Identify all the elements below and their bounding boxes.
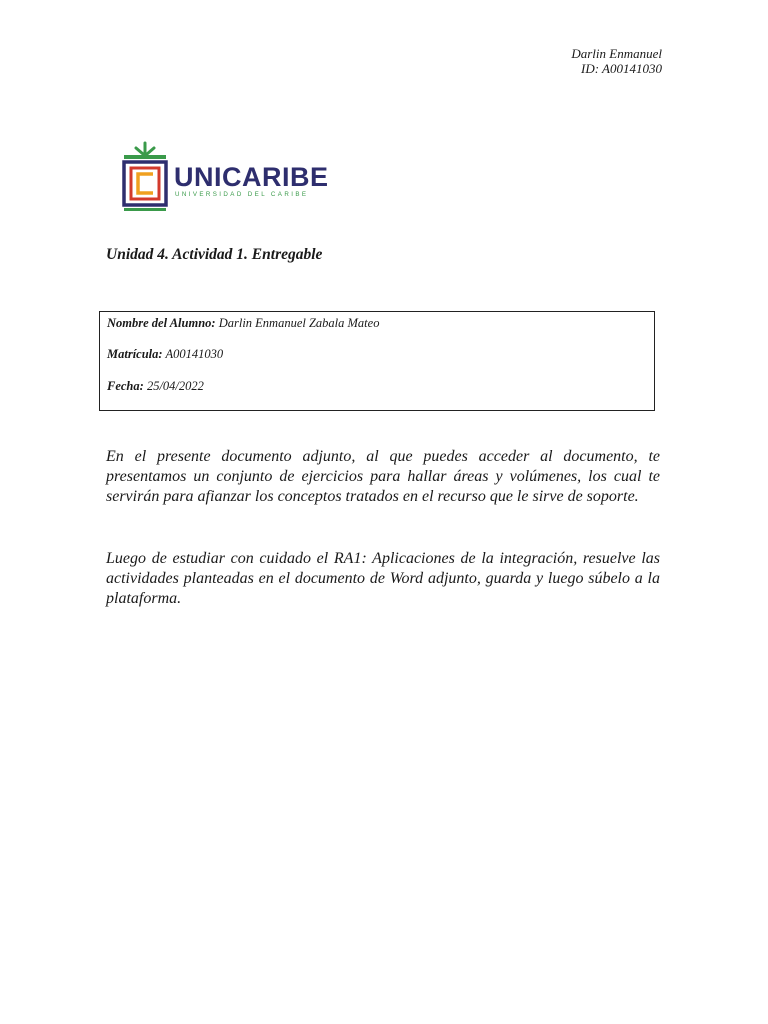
student-id-value: A00141030 [165,347,224,361]
document-title: Unidad 4. Actividad 1. Entregable [106,246,323,263]
logo-wordmark: UNICARIBE [174,162,329,192]
date-row [107,379,204,394]
student-id-row [107,347,223,362]
student-name-row [107,316,379,331]
logo-subtitle: UNIVERSIDAD DEL CARIBE [175,191,309,198]
student-name-value: Darlin Enmanuel Zabala Mateo [218,316,380,330]
student-info-box [99,311,655,411]
date-value: 25/04/2022 [146,379,204,393]
unicaribe-logo [121,140,329,214]
student-id-label: Matrícula: [107,347,163,361]
body-paragraph-1: En el presente documento adjunto, al que puedes acceder al documento, te presentamos un conjunto de ejercicios para hallar áreas y volúmenes, los cual te servirán para afianzar los conceptos tratados en el recurso que le sirve de soporte. [106,448,660,505]
header-id: ID: A00141030 [580,61,662,76]
page-header [571,46,662,76]
date-label: Fecha: [107,379,144,393]
university-emblem-icon [121,140,169,214]
student-name-label: Nombre del Alumno: [107,316,216,330]
header-author: Darlin Enmanuel [571,46,662,61]
body-paragraph-2: Luego de estudiar con cuidado el RA1: Aplicaciones de la integración, resuelve las actividades planteadas en el documento de Word adjunto, guarda y luego súbelo a la plataforma. [106,550,660,607]
